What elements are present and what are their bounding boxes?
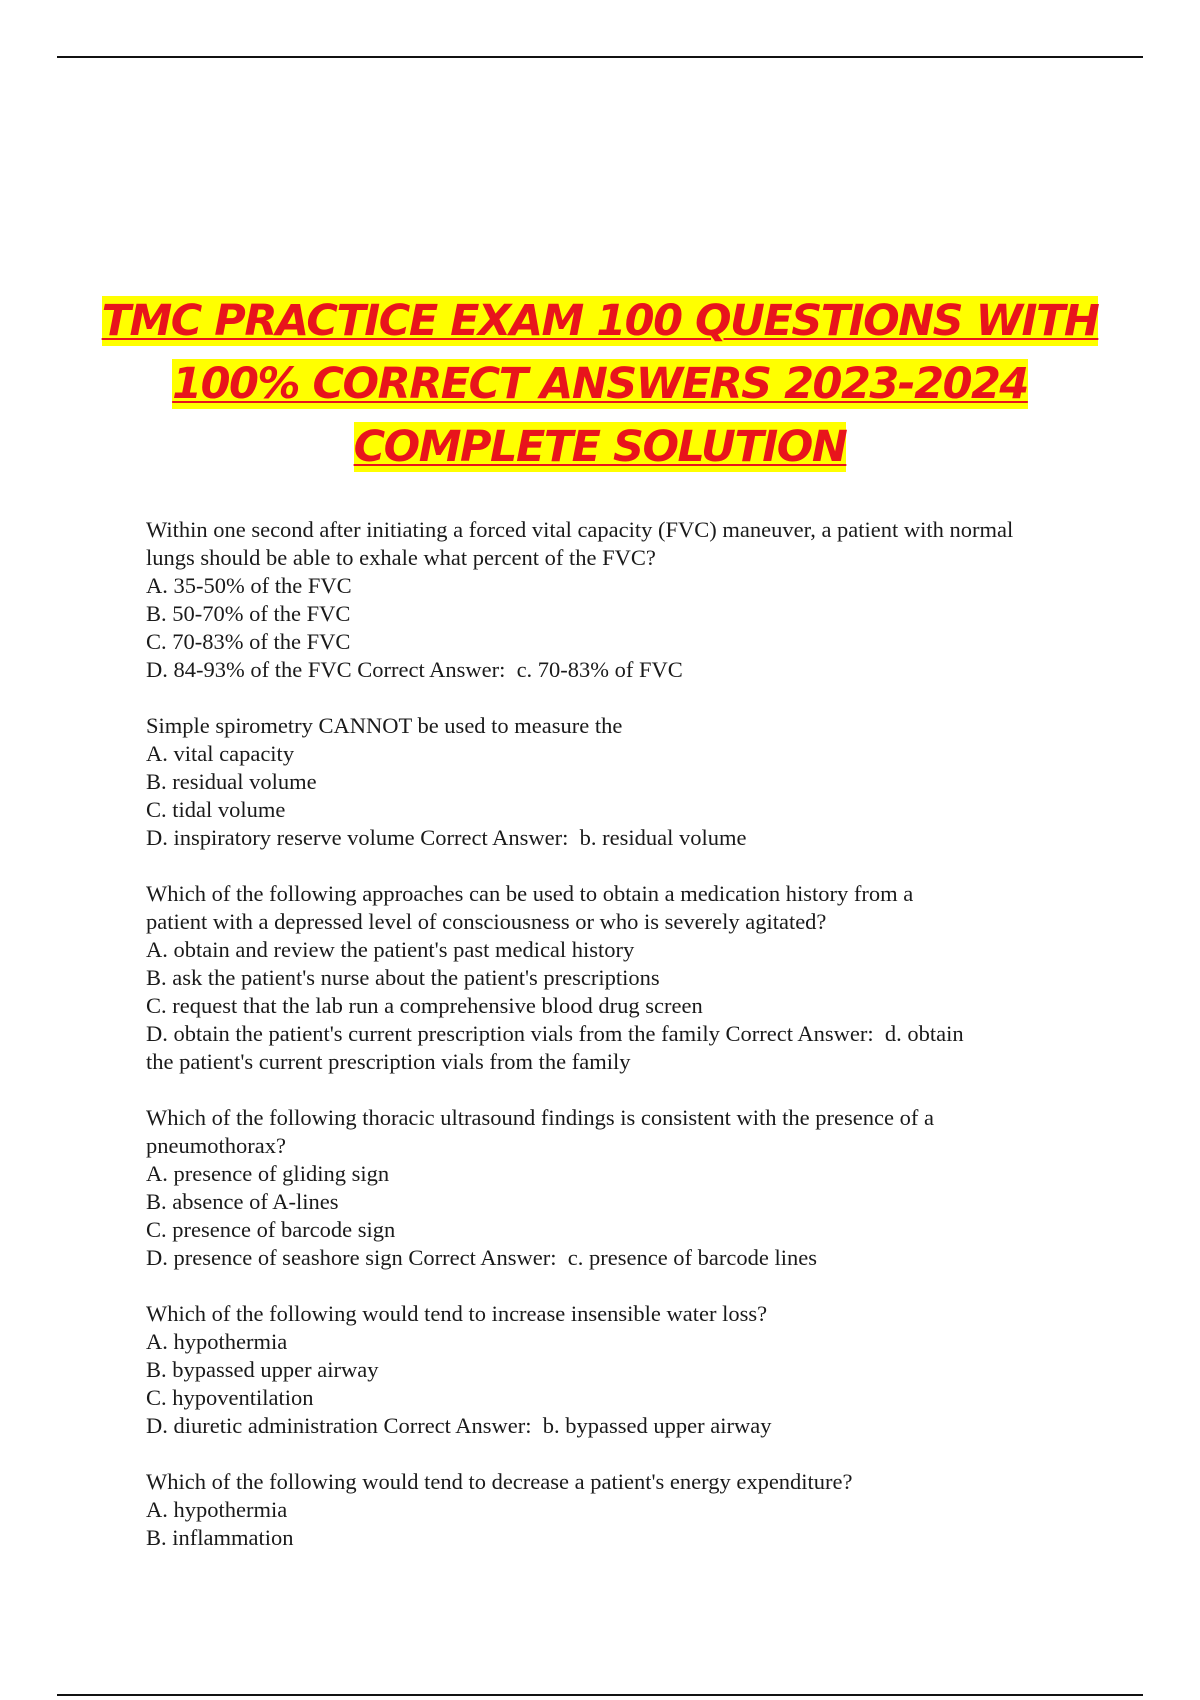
question-line: patient with a depressed level of consciousness or who is severely agitated?	[146, 909, 827, 934]
question-list	[146, 516, 1096, 1580]
question-line: B. absence of A-lines	[146, 1189, 339, 1214]
question-line: C. tidal volume	[146, 797, 286, 822]
question-block	[146, 1300, 1096, 1440]
question-line: C. presence of barcode sign	[146, 1217, 396, 1242]
question-line: Which of the following thoracic ultrasound findings is consistent with the presence of a	[146, 1105, 934, 1130]
question-line: B. 50-70% of the FVC	[146, 601, 351, 626]
question-line: A. hypothermia	[146, 1329, 288, 1354]
question-block	[146, 516, 1096, 684]
question-line: B. residual volume	[146, 769, 317, 794]
question-line: A. obtain and review the patient's past medical history	[146, 937, 635, 962]
question-line: A. presence of gliding sign	[146, 1161, 390, 1186]
question-line: Which of the following approaches can be used to obtain a medication history from a	[146, 881, 914, 906]
title-line-2: 100% CORRECT ANSWERS 2023-2024	[172, 359, 1028, 409]
question-block	[146, 1468, 1096, 1552]
question-line: D. obtain the patient's current prescription vials from the family Correct Answer: d. obtain	[146, 1021, 964, 1046]
question-line: Which of the following would tend to decrease a patient's energy expenditure?	[146, 1469, 853, 1494]
title-line-1: TMC PRACTICE EXAM 100 QUESTIONS WITH	[101, 296, 1099, 346]
question-line: D. presence of seashore sign Correct Answer: c. presence of barcode lines	[146, 1245, 817, 1270]
bottom-horizontal-rule	[57, 1694, 1143, 1696]
question-line: D. diuretic administration Correct Answer: b. bypassed upper airway	[146, 1413, 772, 1438]
question-line: A. hypothermia	[146, 1497, 288, 1522]
question-line: B. bypassed upper airway	[146, 1357, 379, 1382]
question-line: Within one second after initiating a forced vital capacity (FVC) maneuver, a patient with normal	[146, 517, 1014, 542]
question-line: A. vital capacity	[146, 741, 295, 766]
question-line: lungs should be able to exhale what percent of the FVC?	[146, 545, 656, 570]
question-block	[146, 880, 1096, 1076]
question-line: Simple spirometry CANNOT be used to measure the	[146, 713, 623, 738]
question-line: C. 70-83% of the FVC	[146, 629, 351, 654]
question-line: D. 84-93% of the FVC Correct Answer: c. 70-83% of FVC	[146, 657, 683, 682]
title-line-3: COMPLETE SOLUTION	[353, 422, 847, 472]
question-line: C. request that the lab run a comprehensive blood drug screen	[146, 993, 703, 1018]
question-block	[146, 712, 1096, 852]
question-line: the patient's current prescription vials from the family	[146, 1049, 631, 1074]
question-line: D. inspiratory reserve volume Correct Answer: b. residual volume	[146, 825, 747, 850]
question-line: B. inflammation	[146, 1525, 294, 1550]
question-line: pneumothorax?	[146, 1133, 286, 1158]
question-line: Which of the following would tend to increase insensible water loss?	[146, 1301, 768, 1326]
question-line: B. ask the patient's nurse about the patient's prescriptions	[146, 965, 660, 990]
top-horizontal-rule	[57, 56, 1143, 58]
document-title	[100, 290, 1100, 479]
question-line: A. 35-50% of the FVC	[146, 573, 352, 598]
question-line: C. hypoventilation	[146, 1385, 314, 1410]
question-block	[146, 1104, 1096, 1272]
